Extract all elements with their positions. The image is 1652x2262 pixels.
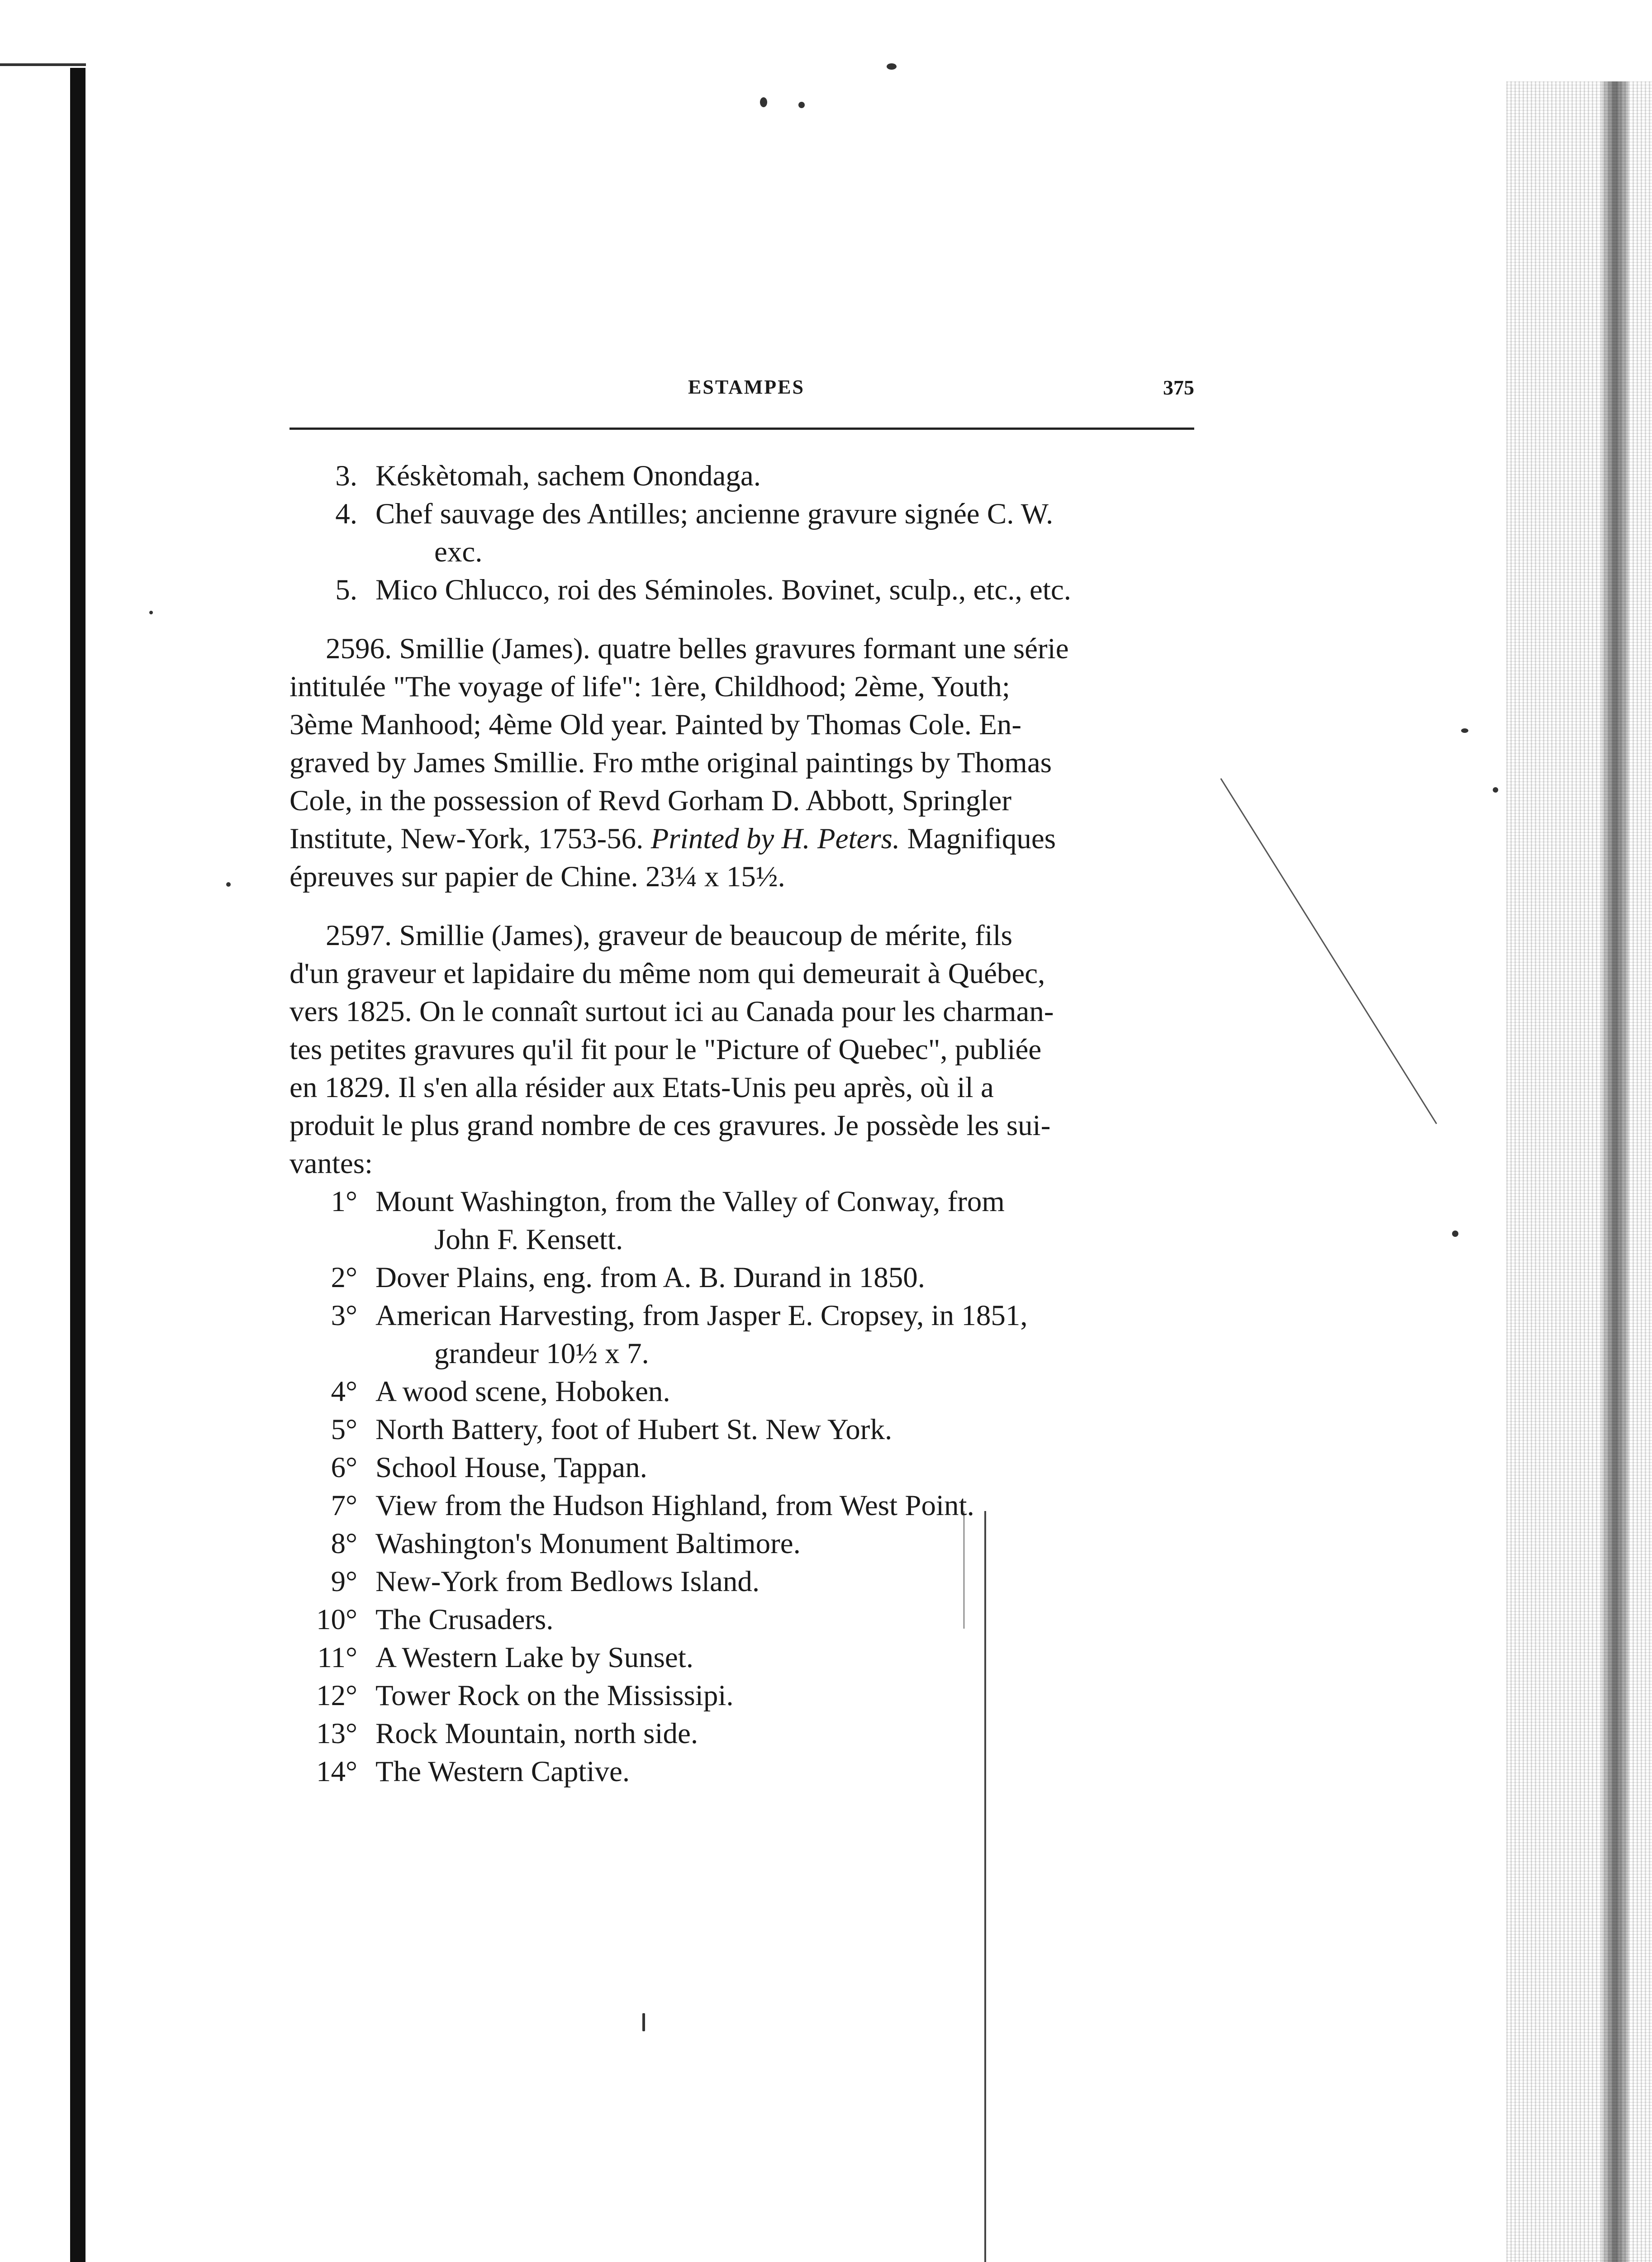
- paragraph-line: produit le plus grand nombre de ces gravures. Je possède les sui-: [290, 1109, 1051, 1142]
- item-continuation: John F. Kensett.: [434, 1223, 623, 1256]
- item-text: American Harvesting, from Jasper E. Cropsey, in 1851,: [375, 1299, 1028, 1332]
- paragraph-line: vers 1825. On le connaît surtout ici au Canada pour les charman-: [290, 995, 1054, 1028]
- item-number: 6°: [331, 1451, 357, 1484]
- item-text: View from the Hudson Highland, from West Point.: [375, 1489, 974, 1522]
- paragraph-line: 2596. Smillie (James). quatre belles gravures formant une série: [326, 632, 1069, 665]
- scan-speck: [1461, 728, 1468, 733]
- item-number: 5°: [331, 1413, 357, 1446]
- item-text: The Crusaders.: [375, 1603, 554, 1636]
- scan-scratch-diagonal: [1220, 778, 1437, 1124]
- list-item: [290, 571, 1194, 609]
- item-continuation: grandeur 10½ x 7.: [434, 1337, 649, 1370]
- scan-page-edge-right: [1506, 81, 1652, 2262]
- item-number: 11°: [317, 1641, 357, 1674]
- scan-speck: [642, 2013, 645, 2031]
- item-number: 14°: [316, 1755, 357, 1788]
- item-text: School House, Tappan.: [375, 1451, 647, 1484]
- scan-speck: [887, 63, 897, 70]
- item-text: Rock Mountain, north side.: [375, 1717, 698, 1750]
- item-text: Mount Washington, from the Valley of Conway, from: [375, 1185, 1005, 1218]
- item-number: 3°: [331, 1299, 357, 1332]
- item-text: A Western Lake by Sunset.: [375, 1641, 694, 1674]
- paragraph-line: vantes:: [290, 1147, 373, 1180]
- item-text: Chef sauvage des Antilles; ancienne gravure signée C. W.: [375, 498, 1054, 530]
- scan-speck: [1493, 787, 1498, 793]
- scan-edge-top-left: [0, 63, 86, 66]
- scan-binding-edge: [70, 68, 85, 2262]
- paragraph-line: en 1829. Il s'en alla résider aux Etats-Unis peu après, où il a: [290, 1071, 994, 1104]
- header-rule: [290, 428, 1194, 430]
- item-number: 13°: [316, 1717, 357, 1750]
- paragraph-line: d'un graveur et lapidaire du même nom qui demeurait à Québec,: [290, 957, 1045, 990]
- page-header: [290, 375, 1194, 416]
- list-item: [290, 495, 1194, 533]
- list-item: [290, 1563, 1194, 1601]
- item-text: Tower Rock on the Mississipi.: [375, 1679, 734, 1712]
- item-number: 2°: [331, 1261, 357, 1294]
- paragraph-line: tes petites gravures qu'il fit pour le "Picture of Quebec", publiée: [290, 1033, 1042, 1066]
- item-number: 7°: [331, 1489, 357, 1522]
- paragraph-line: Cole, in the possession of Revd Gorham D. Abbott, Springler: [290, 784, 1011, 817]
- paragraph-line: graved by James Smillie. Fro mthe original paintings by Thomas: [290, 746, 1052, 779]
- item-text: A wood scene, Hoboken.: [375, 1375, 670, 1408]
- item-text: Dover Plains, eng. from A. B. Durand in 1850.: [375, 1261, 926, 1294]
- paragraph-line: 2597. Smillie (James), graveur de beaucoup de mérite, fils: [326, 919, 1013, 952]
- item-text: Mico Chlucco, roi des Séminoles. Bovinet, sculp., etc., etc.: [375, 574, 1072, 606]
- catalog-entry-2597: [290, 917, 1194, 1183]
- list-item: [290, 1487, 1194, 1525]
- list-item: [290, 1373, 1194, 1411]
- list-item: [290, 1601, 1194, 1639]
- paragraph-line: 3ème Manhood; 4ème Old year. Painted by Thomas Cole. En-: [290, 708, 1022, 741]
- list-item: [290, 1449, 1194, 1487]
- scan-speck: [149, 611, 153, 614]
- running-head: ESTAMPES: [688, 376, 805, 398]
- list-item: [290, 1259, 1194, 1297]
- item-text: Washington's Monument Baltimore.: [375, 1527, 801, 1560]
- scan-speck: [226, 882, 231, 887]
- line-text: Magnifiques: [900, 822, 1056, 855]
- item-number: 5.: [335, 574, 357, 606]
- item-number: 4.: [335, 498, 357, 530]
- item-number: 8°: [331, 1527, 357, 1560]
- page-number: 375: [1163, 376, 1194, 399]
- list-item: [290, 1411, 1194, 1449]
- item-number: 10°: [316, 1603, 357, 1636]
- scan-speck: [798, 102, 805, 108]
- list-item: [290, 1183, 1194, 1221]
- scan-speck: [1452, 1231, 1458, 1237]
- item-number: 9°: [331, 1565, 357, 1598]
- page-body: [290, 457, 1194, 1791]
- line-text: Institute, New-York, 1753-56.: [290, 822, 651, 855]
- engravings-list: [290, 1183, 1194, 1791]
- printer-credit: Printed by H. Peters.: [650, 822, 900, 855]
- scan-page-edge-shadow: [1601, 81, 1628, 2262]
- list-item: [290, 457, 1194, 495]
- item-text: New-York from Bedlows Island.: [375, 1565, 760, 1598]
- list-item: [290, 1715, 1194, 1753]
- catalog-entry-2596: [290, 630, 1194, 896]
- paragraph-line: épreuves sur papier de Chine. 23¼ x 15½.: [290, 860, 785, 893]
- list-item: [290, 1753, 1194, 1791]
- item-text: The Western Captive.: [375, 1755, 630, 1788]
- item-text: Késkètomah, sachem Onondaga.: [375, 460, 761, 492]
- item-number: 3.: [335, 460, 357, 492]
- item-number: 12°: [316, 1679, 357, 1712]
- item-text: North Battery, foot of Hubert St. New York.: [375, 1413, 892, 1446]
- paragraph-line: [290, 820, 1194, 858]
- list-item: [290, 1525, 1194, 1563]
- list-item: [290, 1677, 1194, 1715]
- item-number: 1°: [331, 1185, 357, 1218]
- list-item: [290, 1639, 1194, 1677]
- item-number: 4°: [331, 1375, 357, 1408]
- paragraph-line: intitulée "The voyage of life": 1ère, Childhood; 2ème, Youth;: [290, 670, 1010, 703]
- scan-speck: [760, 97, 767, 107]
- list-item: [290, 1297, 1194, 1335]
- item-continuation: exc.: [434, 536, 483, 568]
